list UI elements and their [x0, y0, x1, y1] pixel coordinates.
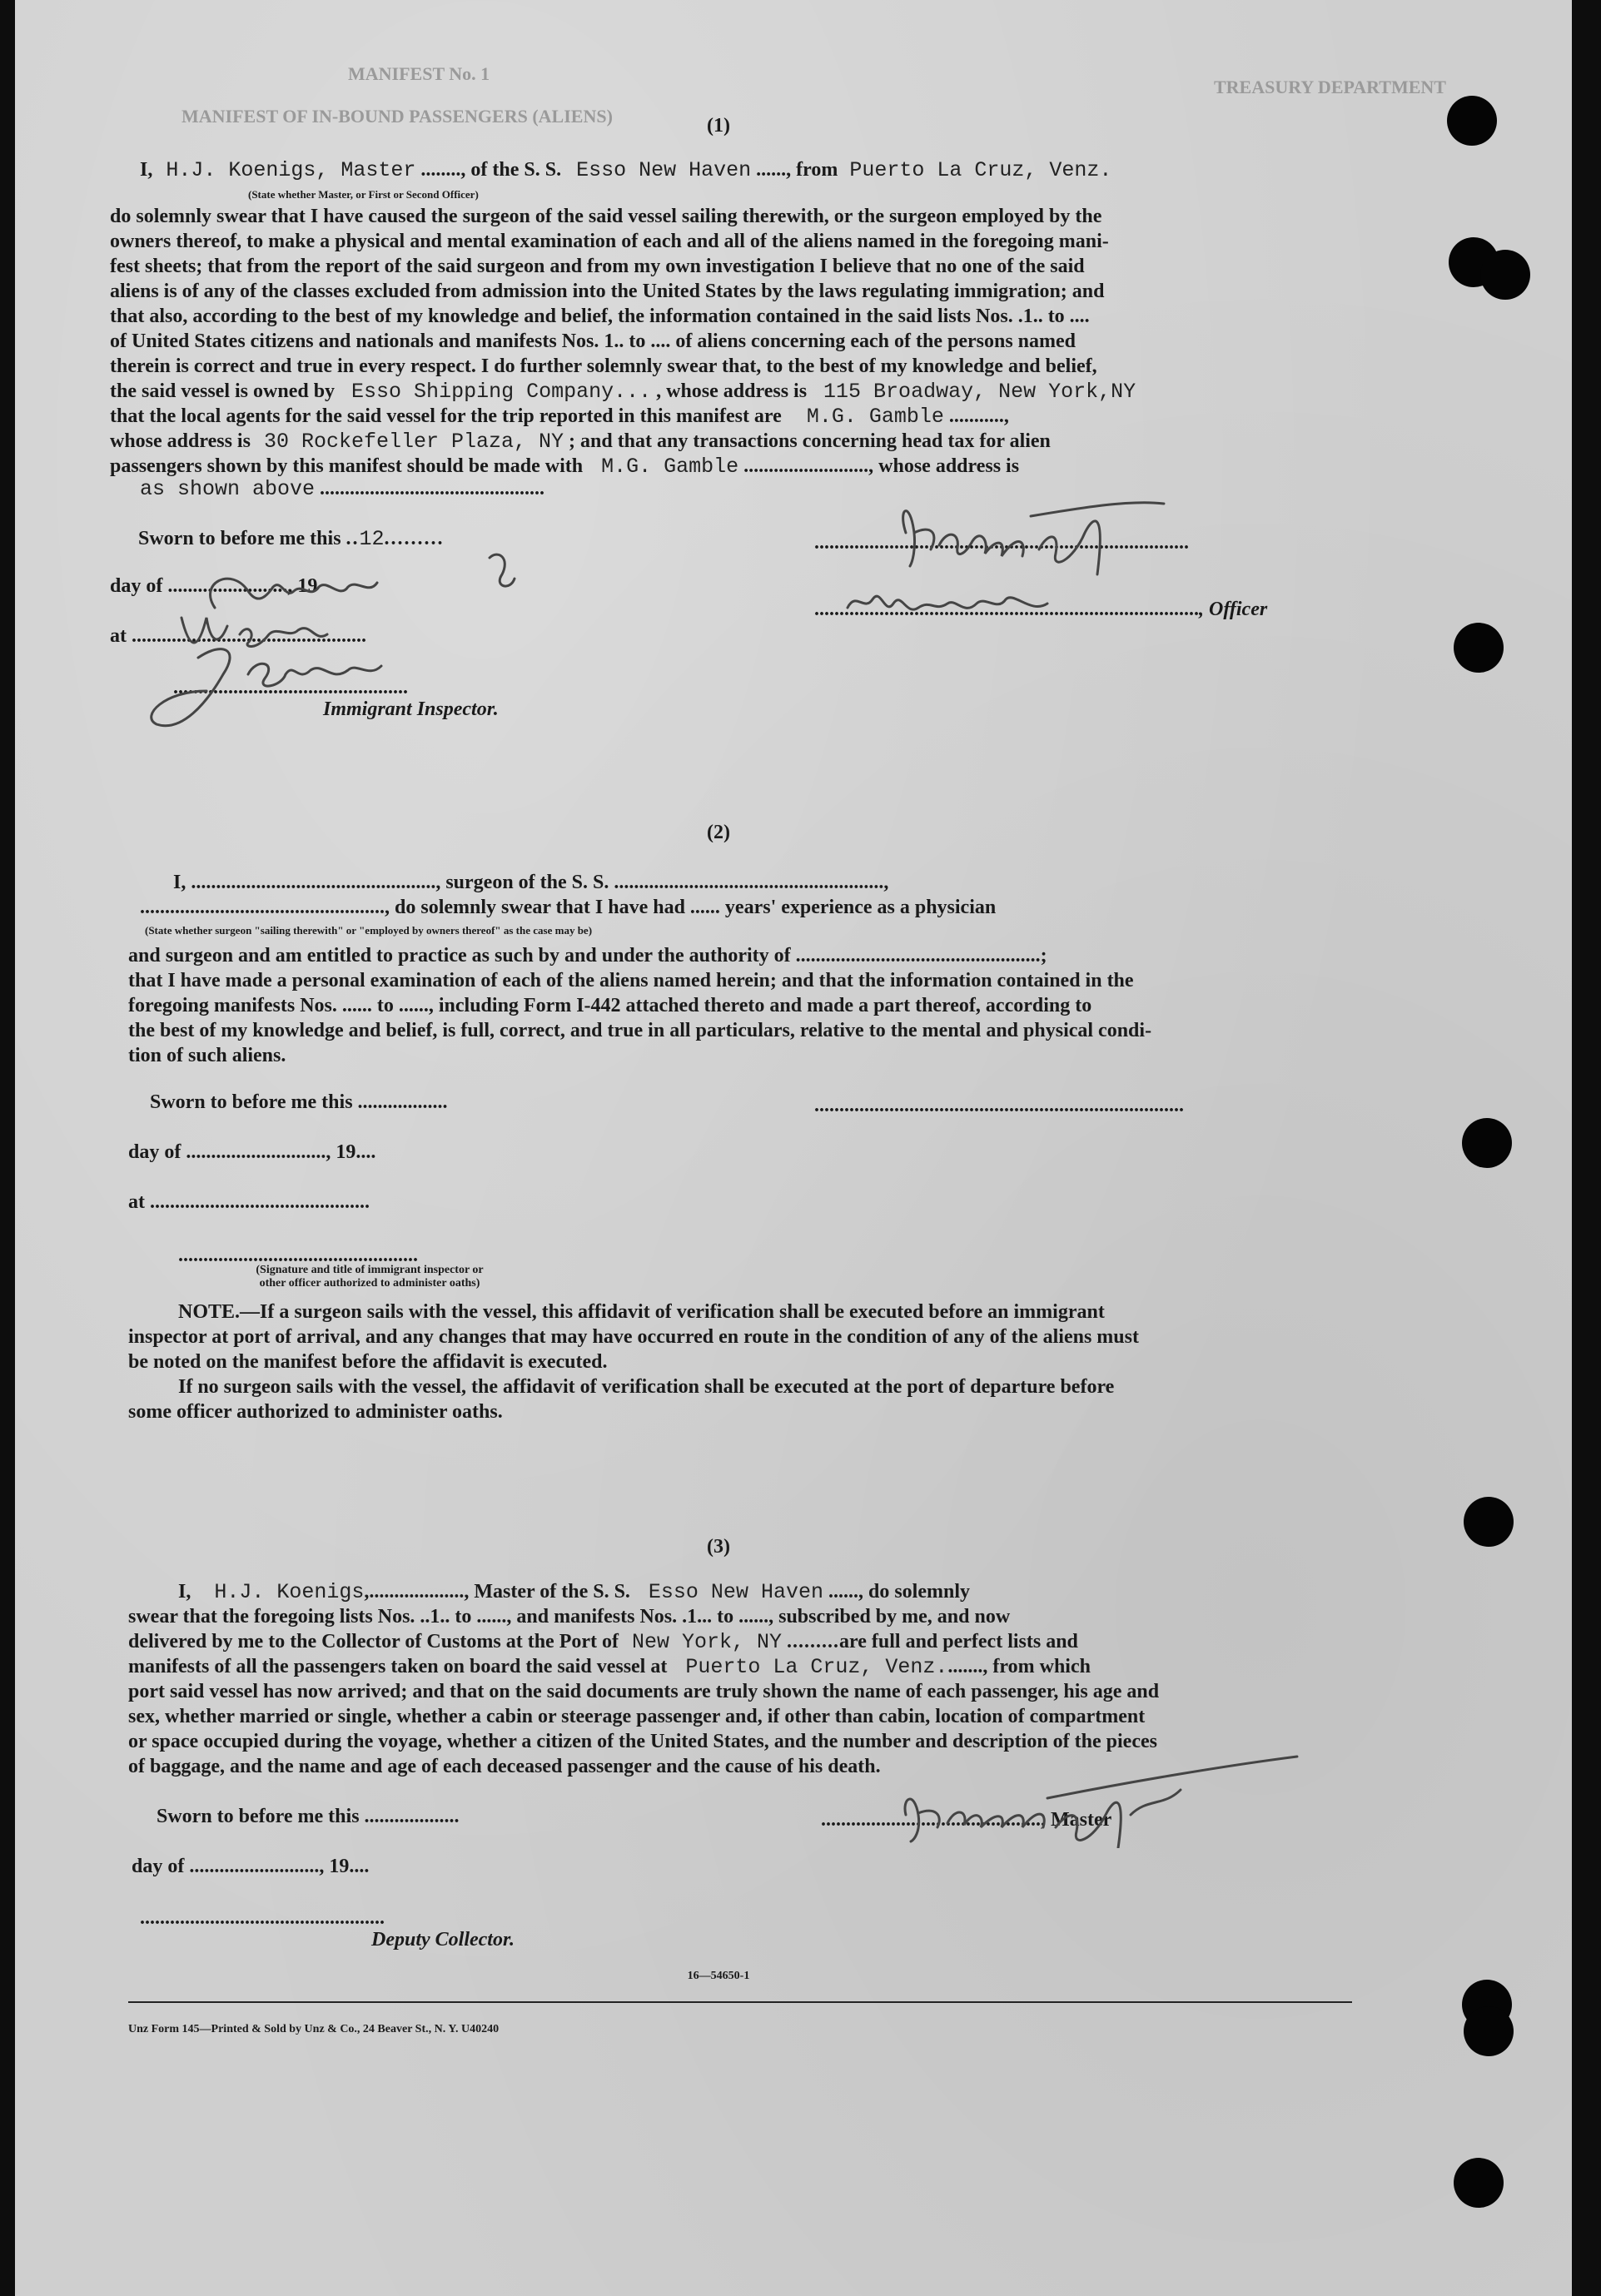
footer-rule [128, 2001, 1352, 2003]
s3-line-4 [128, 1655, 1091, 1679]
s2-para-4: the best of my knowledge and belief, is full, correct, and true in all particulars, relative to the mental and physical condi- [128, 1020, 1152, 1041]
s3-para-4: of baggage, and the name and age of each deceased passenger and the cause of his death. [128, 1756, 881, 1777]
master-caption: (State whether Master, or First or Second Officer) [248, 188, 479, 201]
master-title-signature [839, 574, 1089, 641]
s1-para-1: do solemnly swear that I have caused the surgeon of the said vessel sailing therewith, or the surgeon employed by the [110, 206, 1102, 227]
section-3-number: (3) [707, 1536, 730, 1558]
s1-day-of: day of ........................, 19 [110, 575, 318, 597]
section-1-line-1 [140, 158, 1111, 182]
departure-port: Puerto La Cruz, Venz. [849, 158, 1112, 182]
note-2: inspector at port of arrival, and any changes that may have occurred en route in the condition of any of the aliens must [128, 1326, 1139, 1348]
master-signature-3 [881, 1748, 1314, 1848]
s2-line-2: ................................................., do solemnly swear that I have had ...... years' experience as a physician [140, 897, 997, 918]
agent-address: 30 Rockefeller Plaza, NY [263, 430, 564, 454]
s1-para-7: therein is correct and true in every respect. I do further solemnly swear that, to the best of my knowledge and belief, [110, 355, 1097, 377]
s3-para-3: or space occupied during the voyage, whether a citizen of the United States, and the number and description of the pieces [128, 1731, 1157, 1752]
label-at: at [110, 625, 127, 647]
s2-line-1: I, ................................................., surgeon of the S. S. ......................................................, [173, 872, 889, 893]
master-name-3: H.J. Koenigs [214, 1580, 365, 1604]
head-tax-address-line [140, 477, 544, 501]
note-4: If no surgeon sails with the vessel, the affidavit of verification shall be executed at the port of departure before [178, 1376, 1115, 1398]
s2-sworn: Sworn to before me this .................. [150, 1091, 448, 1113]
manifest-number: MANIFEST No. 1 [348, 63, 490, 84]
s2-caption-a: (Signature and title of immigrant inspector or [256, 1264, 484, 1276]
label-from-which: ......., from which [947, 1656, 1091, 1677]
head-tax-line [110, 455, 1019, 479]
s3-para-2: sex, whether married or single, whether a cabin or steerage passenger and, if other than cabin, location of compartment [128, 1706, 1146, 1727]
label-whose-address: , whose address is [656, 380, 808, 402]
s2-para-2: that I have made a personal examination of each of the aliens named herein; and that the information contained in the [128, 970, 1134, 991]
s1-para-4: aliens is of any of the classes excluded from admission into the United States by the laws regulating immigration; and [110, 281, 1105, 302]
punch-hole [1462, 1118, 1512, 1168]
label-day-of: day of [110, 575, 163, 597]
agents-line [110, 405, 1009, 429]
s1-inspector-dots: ............................................... [173, 677, 408, 698]
label-passengers: passengers shown by this manifest should be made with [110, 455, 584, 477]
label-owned-by: the said vessel is owned by [110, 380, 336, 402]
master-name: H.J. Koenigs, Master [166, 158, 416, 182]
s3-line-2: swear that the foregoing lists Nos. ..1.. to ......, and manifests Nos. .1... to ......, subscribed by me, and now [128, 1606, 1011, 1628]
punch-hole [1454, 623, 1504, 673]
agent-dots: ..........., [948, 405, 1009, 427]
label-i: I, [140, 159, 153, 181]
label-master-of: ,..................., Master of the S. S. [364, 1581, 630, 1603]
label-whose-address-3: ........................., whose address is [743, 455, 1020, 477]
manifest-page [15, 0, 1572, 2296]
note-5: some officer authorized to administer oaths. [128, 1401, 503, 1423]
label-taken-on-board: manifests of all the passengers taken on board the said vessel at [128, 1656, 668, 1677]
s2-signature-dots: .......................................................................... [814, 1095, 1184, 1116]
s1-officer-line: ............................................................................., Officer [814, 599, 1268, 620]
immigrant-inspector-label: Immigrant Inspector. [323, 698, 499, 720]
ship-name-3: Esso New Haven [648, 1580, 823, 1604]
label-whose-address-2: whose address is [110, 430, 251, 452]
label-of-ss: ........, of the S. S. [420, 159, 562, 181]
inspector-signature [132, 633, 415, 741]
head-tax-address: as shown above [140, 477, 316, 501]
s2-para-5: tion of such aliens. [128, 1045, 286, 1066]
department: TREASURY DEPARTMENT [1214, 77, 1446, 97]
s3-line-3: delivered by me to the Collector of Customs at the Port of New York, NY .........are full and perfect lists and [128, 1630, 1078, 1654]
s2-caption-b: other officer authorized to administer oaths) [259, 1277, 480, 1290]
s3-para-1: port said vessel has now arrived; and that on the said documents are truly shown the name of each passenger, his age and [128, 1681, 1160, 1702]
form-code: 16—54650-1 [687, 1970, 750, 1982]
s1-para-5: that also, according to the best of my knowledge and belief, the information contained in the said lists Nos. .1.. to .... [110, 306, 1090, 327]
s3-collector-line: ................................................. [140, 1907, 385, 1929]
head-tax-agent: M.G. Gamble [601, 455, 739, 479]
s1-sworn: Sworn to before me this ..12......... [138, 527, 445, 551]
arrival-port: New York, NY [631, 1630, 783, 1654]
s2-para-3: foregoing manifests Nos. ...... to ......, including Form I-442 attached thereto and made a part thereof, according to [128, 995, 1092, 1016]
s1-para-6: of United States citizens and nationals and manifests Nos. 1.. to .... of aliens concerning each of the persons named [110, 330, 1076, 352]
s3-master-signature-line: ............................................, Master [821, 1809, 1112, 1831]
agent-address-line [110, 430, 1051, 454]
label-local-agents: that the local agents for the said vessel for the trip reported in this manifest are [110, 405, 782, 427]
label-solemnly: ......, do solemnly [828, 1581, 970, 1603]
label-full-lists: are full and perfect lists and [839, 1631, 1078, 1652]
punch-hole [1454, 2158, 1504, 2208]
deputy-collector-label: Deputy Collector. [371, 1929, 515, 1951]
s3-sworn: Sworn to before me this ................... [157, 1806, 460, 1827]
label-port-of: delivered by me to the Collector of Customs at the Port of [128, 1631, 619, 1652]
s3-day-of: day of .........................., 19.... [132, 1856, 370, 1877]
s1-signature-dots: ........................................................................... [814, 532, 1189, 554]
s3-line-1 [178, 1580, 970, 1604]
section-2-number: (2) [707, 822, 730, 843]
label-head-tax: ; and that any transactions concerning head tax for alien [569, 430, 1051, 452]
punch-hole [1464, 1497, 1514, 1547]
list-title: MANIFEST OF IN-BOUND PASSENGERS (ALIENS) [181, 106, 613, 127]
owner-address: 115 Broadway, New York,NY [823, 380, 1136, 404]
label-i-3: I, [178, 1581, 191, 1603]
s1-para-3: fest sheets; that from the report of the said surgeon and from my own investigation I believe that no one of the said [110, 256, 1085, 277]
sworn-day: 12 [359, 527, 385, 551]
owner-line [110, 380, 1136, 404]
label-year: , 19 [287, 575, 318, 597]
ship-name: Esso New Haven [576, 158, 752, 182]
agent-name: M.G. Gamble [806, 405, 944, 429]
punch-hole [1464, 2006, 1514, 2056]
head-tax-dots: ............................................. [320, 478, 545, 499]
s2-para-1: and surgeon and am entitled to practice as such by and under the authority of .................................................; [128, 945, 1047, 967]
s1-para-2: owners thereof, to make a physical and mental examination of each and all of the aliens named in the foregoing mani- [110, 231, 1109, 252]
note-3: be noted on the manifest before the affidavit is executed. [128, 1351, 608, 1373]
s2-at: at ............................................ [128, 1191, 370, 1213]
punch-hole [1447, 96, 1497, 146]
s1-at: at ............................................... [110, 625, 366, 647]
punch-hole [1480, 250, 1530, 300]
section-1-number: (1) [707, 115, 730, 137]
surgeon-caption: (State whether surgeon "sailing therewith" or "employed by owners thereof" as the case may be) [145, 924, 593, 937]
s2-day-of: day of ............................, 19.... [128, 1141, 376, 1163]
officer-label: , Officer [1199, 599, 1268, 620]
printer-line: Unz Form 145—Printed & Sold by Unz & Co., 24 Beaver St., N. Y. U40240 [128, 2023, 500, 2035]
s2-signature-line: ................................................ [178, 1245, 418, 1266]
departure-port-3: Puerto La Cruz, Venz. [685, 1655, 948, 1679]
label-sworn: Sworn to before me this [138, 528, 341, 549]
label-from: ......, from [756, 159, 838, 181]
note-1: NOTE.—If a surgeon sails with the vessel, this affidavit of verification shall be executed before an immigrant [178, 1301, 1105, 1323]
owner-name: Esso Shipping Company... [351, 380, 652, 404]
